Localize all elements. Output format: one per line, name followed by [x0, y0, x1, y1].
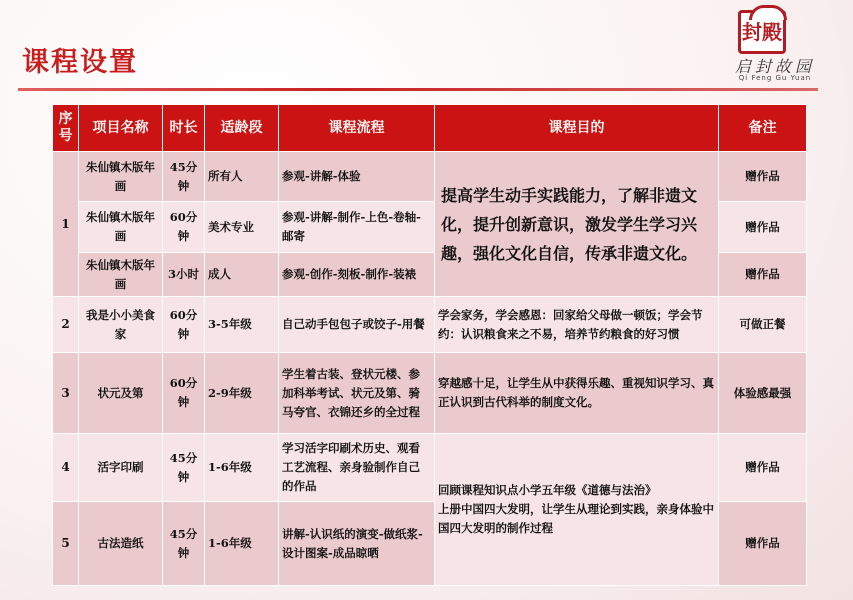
course-purpose: 提高学生动手实践能力，了解非遗文化，提升创新意识，激发学生学习兴趣，强化文化自信，传承非遗文化。: [435, 152, 719, 297]
note: 赠作品: [719, 434, 807, 502]
row-number: 3: [53, 353, 79, 434]
header-project-name: 项目名称: [79, 105, 163, 152]
note: 体验感最强: [719, 353, 807, 434]
project-name: 朱仙镇木版年画: [79, 202, 163, 253]
course-flow: 参观-创作-刻板-制作-装裱: [279, 253, 435, 297]
row-number: 4: [53, 434, 79, 502]
project-name: 古法造纸: [79, 502, 163, 586]
age-group: 美术专业: [205, 202, 279, 253]
course-flow: 学习活字印刷术历史、观看工艺流程、亲身验制作自己的作品: [279, 434, 435, 502]
duration: 45分钟: [163, 502, 205, 586]
project-name: 活字印刷: [79, 434, 163, 502]
logo-pinyin: Qi Feng Gu Yuan: [738, 74, 812, 82]
age-group: 成人: [205, 253, 279, 297]
project-name: 状元及第: [79, 353, 163, 434]
brand-logo: [720, 4, 830, 84]
course-purpose: 学会家务，学会感恩：回家给父母做一顿饭；学会节约：认识粮食来之不易，培养节约粮食的好习惯: [435, 297, 719, 353]
age-group: 3-5年级: [205, 297, 279, 353]
title-underline: [18, 88, 818, 91]
logo-brush-text: 启封故园: [734, 57, 815, 76]
shared-purpose-line1: 回顾课程知识点小学五年级《道德与法治》: [438, 483, 657, 497]
project-name: 朱仙镇木版年画: [79, 152, 163, 202]
table-row: [53, 152, 807, 202]
age-group: 1-6年级: [205, 434, 279, 502]
page-title: 课程设置: [22, 47, 138, 78]
duration: 45分钟: [163, 152, 205, 202]
row-number: 2: [53, 297, 79, 353]
duration: 45分钟: [163, 434, 205, 502]
course-purpose: 穿越感十足，让学生从中获得乐趣、重视知识学习、真正认识到古代科举的制度文化。: [435, 353, 719, 434]
row-number: 5: [53, 502, 79, 586]
course-flow: 参观-讲解-体验: [279, 152, 435, 202]
header-no: 序号: [53, 105, 79, 152]
course-table: [52, 104, 807, 586]
age-group: 2-9年级: [205, 353, 279, 434]
project-name: 朱仙镇木版年画: [79, 253, 163, 297]
course-flow: 参观-讲解-制作-上色-卷轴-邮寄: [279, 202, 435, 253]
note: 赠作品: [719, 502, 807, 586]
table-row: [53, 353, 807, 434]
note: 赠作品: [719, 202, 807, 253]
age-group: 所有人: [205, 152, 279, 202]
table-row: [53, 297, 807, 353]
seal-icon: 封殿: [738, 10, 786, 54]
course-purpose: [435, 434, 719, 586]
project-name: 我是小小美食家: [79, 297, 163, 353]
shared-purpose-line2: 上册中国四大发明，让学生从理论到实践，亲身体验中国四大发明的制作过程: [438, 502, 714, 535]
note: 赠作品: [719, 253, 807, 297]
duration: 60分钟: [163, 297, 205, 353]
header-note: 备注: [719, 105, 807, 152]
note: 可做正餐: [719, 297, 807, 353]
table-row: [53, 434, 807, 502]
age-group: 1-6年级: [205, 502, 279, 586]
course-flow: 讲解-认识纸的演变-做纸浆-设计图案-成品晾晒: [279, 502, 435, 586]
note: 赠作品: [719, 152, 807, 202]
duration: 3小时: [163, 253, 205, 297]
row-number: 1: [53, 152, 79, 297]
header-course-flow: 课程流程: [279, 105, 435, 152]
course-flow: 学生着古装、登状元楼、参加科举考试、状元及第、骑马夸官、衣锦还乡的全过程: [279, 353, 435, 434]
duration: 60分钟: [163, 202, 205, 253]
course-flow: 自己动手包包子或饺子-用餐: [279, 297, 435, 353]
table-header-row: [53, 105, 807, 152]
header-duration: 时长: [163, 105, 205, 152]
duration: 60分钟: [163, 353, 205, 434]
header-age-group: 适龄段: [205, 105, 279, 152]
header-course-purpose: 课程目的: [435, 105, 719, 152]
